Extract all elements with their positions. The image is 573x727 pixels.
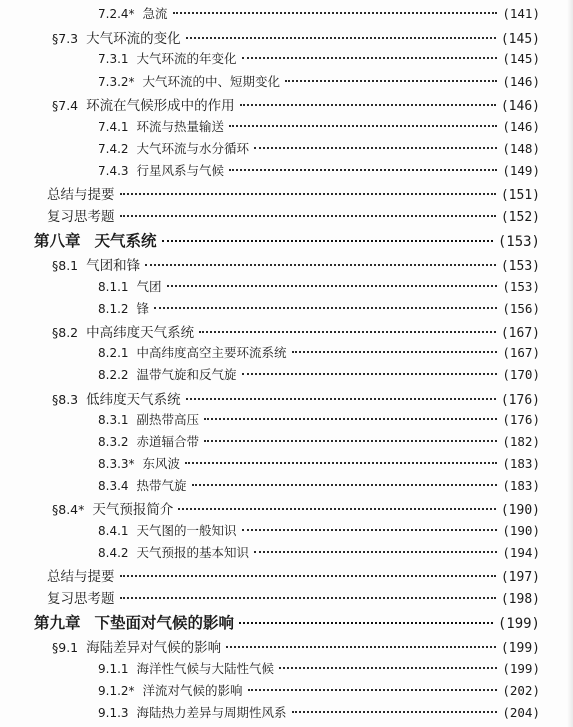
entry-title: 行星风系与气候: [136, 163, 225, 178]
entry-title: 赤道辐合带: [136, 434, 200, 449]
toc-entry: [47, 183, 540, 203]
entry-number: 9.1.2*: [98, 684, 135, 698]
chapter-number: 第八章: [34, 232, 81, 250]
entry-title: 副热带高压: [136, 412, 200, 427]
dot-leader: [292, 711, 498, 713]
toc-entry: [98, 521, 540, 539]
entry-number: 7.4.2: [98, 142, 129, 156]
entry-number: 8.3.3*: [98, 457, 135, 471]
entry-number: §8.1: [52, 258, 79, 273]
entry-page: (153): [502, 279, 540, 294]
entry-number: §7.4: [52, 98, 79, 113]
dot-leader: [204, 440, 497, 442]
dot-leader: [242, 373, 498, 375]
entry-number: 7.4.1: [98, 120, 129, 134]
entry-number: 7.2.4*: [98, 7, 135, 21]
toc-entry: [52, 94, 540, 114]
entry-number: 8.3.1: [98, 413, 129, 427]
entry-page: (167): [500, 326, 540, 341]
dot-leader: [254, 147, 497, 149]
toc-entry: [98, 72, 540, 90]
toc-entry: [98, 139, 540, 157]
toc-entry: [98, 299, 540, 317]
toc-entry: [98, 410, 540, 428]
entry-number: 7.3.2*: [98, 75, 135, 89]
entry-number: 8.3.2: [98, 435, 129, 449]
chapter-title: 天气系统: [94, 232, 157, 250]
toc-entry: [98, 343, 540, 361]
entry-title: 急流: [142, 6, 168, 21]
entry-page: (170): [502, 367, 540, 382]
entry-page: (146): [500, 99, 540, 114]
entry-number: §7.3: [52, 31, 79, 46]
toc-entry: [52, 254, 540, 274]
dot-leader: [226, 646, 496, 648]
entry-page: (202): [502, 683, 540, 698]
entry-page: (183): [502, 478, 540, 493]
entry-title: 热带气旋: [136, 478, 187, 493]
toc-entry: [47, 205, 540, 225]
entry-number: 8.4.1: [98, 524, 129, 538]
dot-leader: [229, 169, 497, 171]
dot-leader: [120, 575, 496, 577]
entry-title: 大气环流的年变化: [136, 51, 237, 66]
toc-entry: [98, 49, 540, 67]
chapter-entry: [34, 611, 540, 633]
dot-leader: [279, 667, 497, 669]
dot-leader: [248, 689, 498, 691]
dot-leader: [199, 331, 496, 333]
toc-entry: [98, 476, 540, 494]
toc-entry: [98, 681, 540, 699]
entry-title: 气团: [136, 279, 162, 294]
entry-number: 8.1.2: [98, 302, 129, 316]
entry-page: (190): [502, 523, 540, 538]
dot-leader: [229, 125, 497, 127]
entry-page: (204): [502, 705, 540, 720]
dot-leader: [254, 551, 497, 553]
dot-leader: [242, 529, 498, 531]
dot-leader: [192, 484, 498, 486]
dot-leader: [186, 37, 496, 39]
dot-leader: [120, 193, 496, 195]
entry-title: 气团和锋: [86, 258, 141, 274]
entry-number: 9.1.1: [98, 662, 129, 676]
dot-leader: [186, 398, 496, 400]
toc-entry: [98, 432, 540, 450]
dot-leader: [173, 12, 498, 14]
entry-number: 7.4.3: [98, 164, 129, 178]
entry-title: 海陆热力差异与周期性风系: [136, 705, 287, 720]
entry-title: 复习思考题: [47, 209, 115, 225]
entry-number: 8.4.2: [98, 546, 129, 560]
toc-entry: [98, 543, 540, 561]
entry-title: 中高纬度高空主要环流系统: [136, 345, 287, 360]
dot-leader: [240, 104, 496, 106]
entry-page: (176): [502, 412, 540, 427]
toc-entry: [98, 277, 540, 295]
entry-title: 洋流对气候的影响: [142, 683, 243, 698]
dot-leader: [292, 351, 498, 353]
toc-entry: [47, 565, 540, 585]
entry-number: 8.2.2: [98, 368, 129, 382]
dot-leader: [167, 285, 498, 287]
chapter-page: (153): [497, 234, 540, 250]
entry-page: (149): [502, 163, 540, 178]
entry-number: §8.2: [52, 325, 79, 340]
toc-entry: [52, 27, 540, 47]
dot-leader: [154, 307, 497, 309]
dot-leader: [120, 597, 496, 599]
entry-number: 8.2.1: [98, 346, 129, 360]
entry-title: 总结与提要: [47, 187, 115, 203]
chapter-entry: [34, 229, 540, 251]
entry-title: 温带气旋和反气旋: [136, 367, 237, 382]
toc-entry: [98, 365, 540, 383]
entry-page: (146): [502, 74, 540, 89]
entry-page: (151): [500, 188, 540, 203]
entry-title: 中高纬度天气系统: [86, 325, 195, 341]
entry-page: (148): [502, 141, 540, 156]
entry-page: (194): [502, 545, 540, 560]
entry-page: (141): [502, 6, 540, 21]
entry-page: (156): [502, 301, 540, 316]
entry-title: 东风波: [142, 456, 181, 471]
dot-leader: [178, 508, 495, 510]
entry-page: (152): [500, 210, 540, 225]
entry-page: (199): [502, 661, 540, 676]
toc-entry: [52, 388, 540, 408]
toc-entry: [52, 636, 540, 656]
toc-entry: [98, 117, 540, 135]
dot-leader: [162, 240, 493, 242]
entry-number: §8.3: [52, 392, 79, 407]
entry-title: 大气环流与水分循环: [136, 141, 250, 156]
entry-title: 环流与热量输送: [136, 119, 225, 134]
toc-entry: [98, 703, 540, 721]
entry-page: (153): [500, 259, 540, 274]
toc-entry: [52, 321, 540, 341]
toc-entry: [98, 454, 540, 472]
entry-page: (167): [502, 345, 540, 360]
entry-page: (182): [502, 434, 540, 449]
toc-entry: [98, 4, 540, 22]
toc-entry: [47, 587, 540, 607]
entry-page: (145): [500, 32, 540, 47]
entry-page: (145): [502, 51, 540, 66]
entry-title: 锋: [136, 301, 150, 316]
entry-page: (199): [500, 641, 540, 656]
toc-entry: [98, 161, 540, 179]
entry-title: 天气预报的基本知识: [136, 545, 250, 560]
chapter-title: 下垫面对气候的影响: [94, 614, 235, 632]
chapter-page: (199): [497, 616, 540, 632]
entry-page: (146): [502, 119, 540, 134]
dot-leader: [204, 418, 497, 420]
entry-title: 天气预报简介: [92, 502, 174, 518]
entry-page: (183): [502, 456, 540, 471]
entry-title: 总结与提要: [47, 569, 115, 585]
entry-title: 大气环流的变化: [86, 31, 181, 47]
entry-number: §8.4*: [52, 502, 85, 517]
entry-page: (198): [500, 592, 540, 607]
dot-leader: [120, 215, 496, 217]
dot-leader: [185, 462, 497, 464]
dot-leader: [145, 264, 496, 266]
entry-page: (190): [500, 503, 540, 518]
entry-title: 低纬度天气系统: [86, 392, 181, 408]
entry-title: 复习思考题: [47, 591, 115, 607]
entry-page: (197): [500, 570, 540, 585]
entry-title: 天气图的一般知识: [136, 523, 237, 538]
entry-title: 海陆差异对气候的影响: [86, 640, 222, 656]
page-edge-shadow: [567, 0, 573, 727]
dot-leader: [285, 80, 497, 82]
entry-title: 大气环流的中、短期变化: [142, 74, 281, 89]
entry-number: 8.3.4: [98, 479, 129, 493]
dot-leader: [242, 57, 498, 59]
chapter-number: 第九章: [34, 614, 81, 632]
toc-entry: [98, 659, 540, 677]
entry-number: 7.3.1: [98, 52, 129, 66]
entry-title: 海洋性气候与大陆性气候: [136, 661, 275, 676]
entry-number: 9.1.3: [98, 706, 129, 720]
entry-number: §9.1: [52, 640, 79, 655]
entry-page: (176): [500, 393, 540, 408]
entry-title: 环流在气候形成中的作用: [86, 98, 235, 114]
entry-number: 8.1.1: [98, 280, 129, 294]
toc-entry: [52, 498, 540, 518]
dot-leader: [239, 622, 493, 624]
